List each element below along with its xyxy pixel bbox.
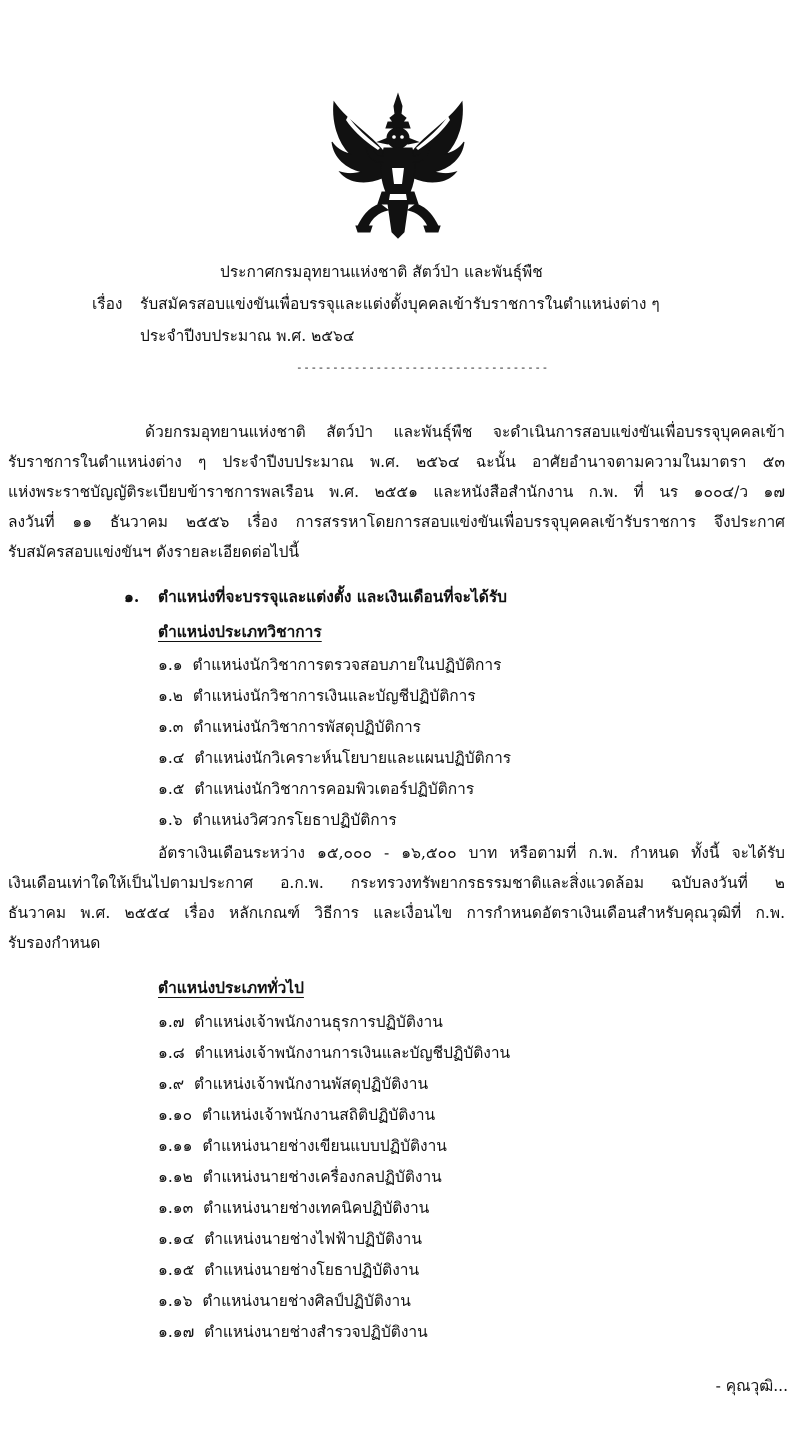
list-item: ๑.๑๒ ตำแหน่งนายช่างเครื่องกลปฏิบัติงาน bbox=[158, 1168, 442, 1186]
list-item: ๑.๔ ตำแหน่งนักวิเคราะห์นโยบายและแผนปฏิบัติการ bbox=[158, 749, 512, 767]
intro-line-1: ด้วยกรมอุทยานแห่งชาติ สัตว์ป่า และพันธุ์พืช จะดำเนินการสอบแข่งขันเพื่อบรรจุบุคคลเข้า bbox=[145, 423, 785, 441]
list-item: ๑.๑ ตำแหน่งนักวิชาการตรวจสอบภายในปฏิบัติการ bbox=[158, 656, 502, 674]
subject-line-2: ประจำปีงบประมาณ พ.ศ. ๒๕๖๔ bbox=[140, 327, 355, 345]
header-divider: ----------------------------------- bbox=[296, 361, 549, 374]
salary-line-3: ธันวาคม พ.ศ. ๒๕๕๔ เรื่อง หลักเกณฑ์ วิธีการ และเงื่อนไข การกำหนดอัตราเงินเดือนสำหรับคุณวุฒิที่ ก.พ. bbox=[8, 904, 785, 922]
list-item: ๑.๖ ตำแหน่งวิศวกรโยธาปฏิบัติการ bbox=[158, 811, 397, 829]
intro-line-4: ลงวันที่ ๑๑ ธันวาคม ๒๕๕๖ เรื่อง การสรรหาโดยการสอบแข่งขันเพื่อบรรจุบุคคลเข้ารับราชการ จึงประกาศ bbox=[8, 513, 785, 531]
list-item: ๑.๑๕ ตำแหน่งนายช่างโยธาปฏิบัติงาน bbox=[158, 1261, 420, 1279]
section-number: ๑. bbox=[124, 587, 140, 606]
subject-line-1: รับสมัครสอบแข่งขันเพื่อบรรจุและแต่งตั้งบุคคลเข้ารับราชการในตำแหน่งต่าง ๆ bbox=[140, 295, 660, 313]
list-item: ๑.๕ ตำแหน่งนักวิชาการคอมพิวเตอร์ปฏิบัติการ bbox=[158, 780, 475, 798]
list-item: ๑.๓ ตำแหน่งนักวิชาการพัสดุปฏิบัติการ bbox=[158, 718, 422, 736]
general-heading: ตำแหน่งประเภททั่วไป bbox=[158, 978, 304, 997]
list-item: ๑.๒ ตำแหน่งนักวิชาการเงินและบัญชีปฏิบัติการ bbox=[158, 687, 476, 705]
page-title: ประกาศกรมอุทยานแห่งชาติ สัตว์ป่า และพันธุ์พืช bbox=[220, 263, 543, 281]
continuation-note: - คุณวุฒิ... bbox=[715, 1377, 788, 1395]
list-item: ๑.๑๑ ตำแหน่งนายช่างเขียนแบบปฏิบัติงาน bbox=[158, 1137, 447, 1155]
academic-heading: ตำแหน่งประเภทวิชาการ bbox=[158, 622, 322, 641]
subject-label: เรื่อง bbox=[92, 295, 123, 313]
list-item: ๑.๑๗ ตำแหน่งนายช่างสำรวจปฏิบัติงาน bbox=[158, 1323, 428, 1341]
intro-line-2: รับราชการในตำแหน่งต่าง ๆ ประจำปีงบประมาณ พ.ศ. ๒๕๖๔ ฉะนั้น อาศัยอำนาจตามความในมาตรา ๕๓ bbox=[8, 453, 785, 471]
salary-line-4: รับรองกำหนด bbox=[8, 934, 101, 952]
salary-line-1: อัตราเงินเดือนระหว่าง ๑๕,๐๐๐ - ๑๖,๕๐๐ บาท หรือตามที่ ก.พ. กำหนด ทั้งนี้ จะได้รับ bbox=[158, 844, 785, 862]
intro-line-5: รับสมัครสอบแข่งขันฯ ดังรายละเอียดต่อไปนี้ bbox=[8, 543, 300, 561]
section-heading: ตำแหน่งที่จะบรรจุและแต่งตั้ง และเงินเดือนที่จะได้รับ bbox=[158, 587, 507, 606]
salary-line-2: เงินเดือนเท่าใดให้เป็นไปตามประกาศ อ.ก.พ. กระทรวงทรัพยากรธรรมชาติและสิ่งแวดล้อม ฉบับลงวันที่ ๒ bbox=[8, 874, 785, 892]
intro-line-3: แห่งพระราชบัญญัติระเบียบข้าราชการพลเรือน พ.ศ. ๒๕๕๑ และหนังสือสำนักงาน ก.พ. ที่ นร ๑๐๐๔/ว ๑๗ bbox=[8, 483, 785, 501]
list-item: ๑.๑๔ ตำแหน่งนายช่างไฟฟ้าปฏิบัติงาน bbox=[158, 1230, 422, 1248]
list-item: ๑.๑๖ ตำแหน่งนายช่างศิลป์ปฏิบัติงาน bbox=[158, 1292, 411, 1310]
garuda-emblem-icon bbox=[328, 92, 468, 240]
list-item: ๑.๘ ตำแหน่งเจ้าพนักงานการเงินและบัญชีปฏิบัติงาน bbox=[158, 1044, 511, 1062]
list-item: ๑.๙ ตำแหน่งเจ้าพนักงานพัสดุปฏิบัติงาน bbox=[158, 1075, 429, 1093]
list-item: ๑.๑๐ ตำแหน่งเจ้าพนักงานสถิติปฏิบัติงาน bbox=[158, 1106, 436, 1124]
list-item: ๑.๑๓ ตำแหน่งนายช่างเทคนิคปฏิบัติงาน bbox=[158, 1199, 430, 1217]
list-item: ๑.๗ ตำแหน่งเจ้าพนักงานธุรการปฏิบัติงาน bbox=[158, 1013, 443, 1031]
